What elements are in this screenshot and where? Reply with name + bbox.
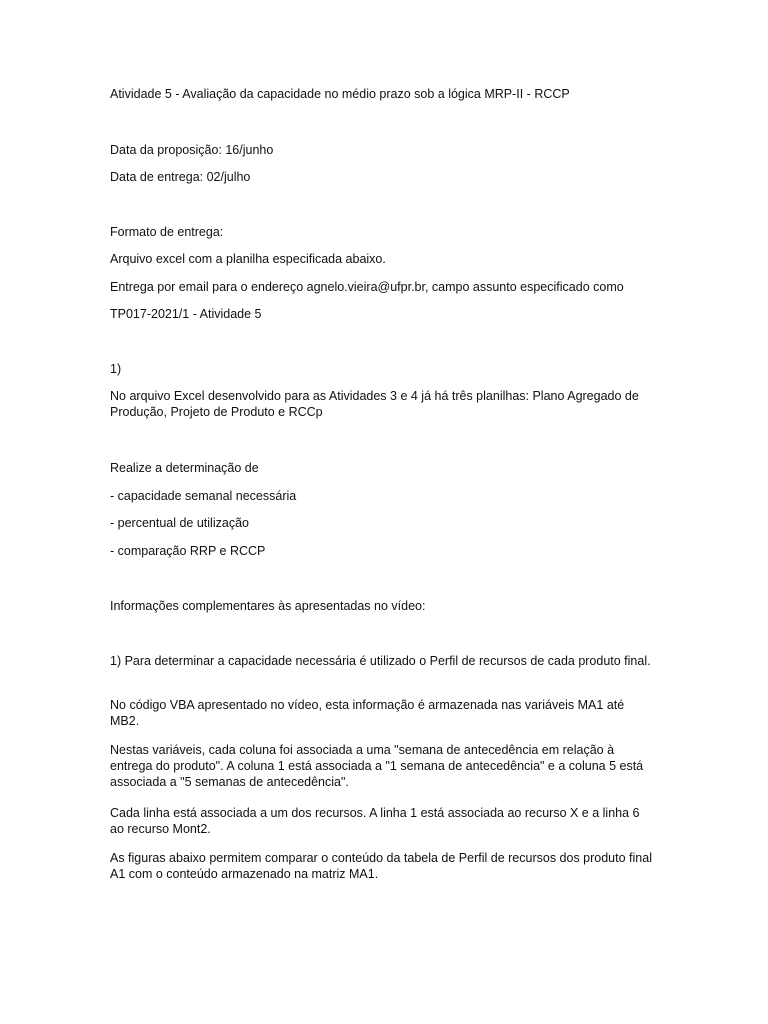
- complementary-paragraph: Cada linha está associada a um dos recursos. A linha 1 está associada ao recurso X e a linha 6 ao recurso Mont2.: [110, 806, 640, 836]
- item-1-text: No arquivo Excel desenvolvido para as Atividades 3 e 4 já há três planilhas: Plano Agregado de Produção, Projeto de Produto e RCCp: [110, 389, 639, 419]
- complementary-paragraph: Nestas variáveis, cada coluna foi associada a uma "semana de antecedência em relação à entrega do produto". A coluna 1 está associada a "1 semana de antecedência" e a coluna 5 está associada a "5 semanas de antecedência".: [110, 743, 644, 789]
- delivery-format-heading: Formato de entrega:: [110, 225, 224, 239]
- complementary-paragraph: No código VBA apresentado no vídeo, esta informação é armazenada nas variáveis MA1 até MB2.: [110, 698, 625, 728]
- document-title: Atividade 5 - Avaliação da capacidade no médio prazo sob a lógica MRP-II - RCCP: [110, 87, 570, 101]
- complementary-heading: Informações complementares às apresentadas no vídeo:: [110, 599, 426, 613]
- task-item: - comparação RRP e RCCP: [110, 544, 266, 558]
- task-item: - capacidade semanal necessária: [110, 489, 297, 503]
- proposition-date: Data da proposição: 16/junho: [110, 143, 274, 157]
- delivery-file-text: Arquivo excel com a planilha especificada abaixo.: [110, 252, 386, 266]
- delivery-date: Data de entrega: 02/julho: [110, 170, 251, 184]
- tasks-intro: Realize a determinação de: [110, 461, 259, 475]
- item-1-number: 1): [110, 362, 122, 376]
- delivery-email-text: Entrega por email para o endereço agnelo.vieira@ufpr.br, campo assunto especificado como: [110, 280, 624, 294]
- email-subject-text: TP017-2021/1 - Atividade 5: [110, 307, 262, 321]
- complementary-paragraph: As figuras abaixo permitem comparar o conteúdo da tabela de Perfil de recursos dos produto final A1 com o conteúdo armazenado na matriz MA1.: [110, 851, 652, 881]
- task-item: - percentual de utilização: [110, 516, 249, 530]
- complementary-paragraph: 1) Para determinar a capacidade necessária é utilizado o Perfil de recursos de cada produto final.: [110, 654, 651, 668]
